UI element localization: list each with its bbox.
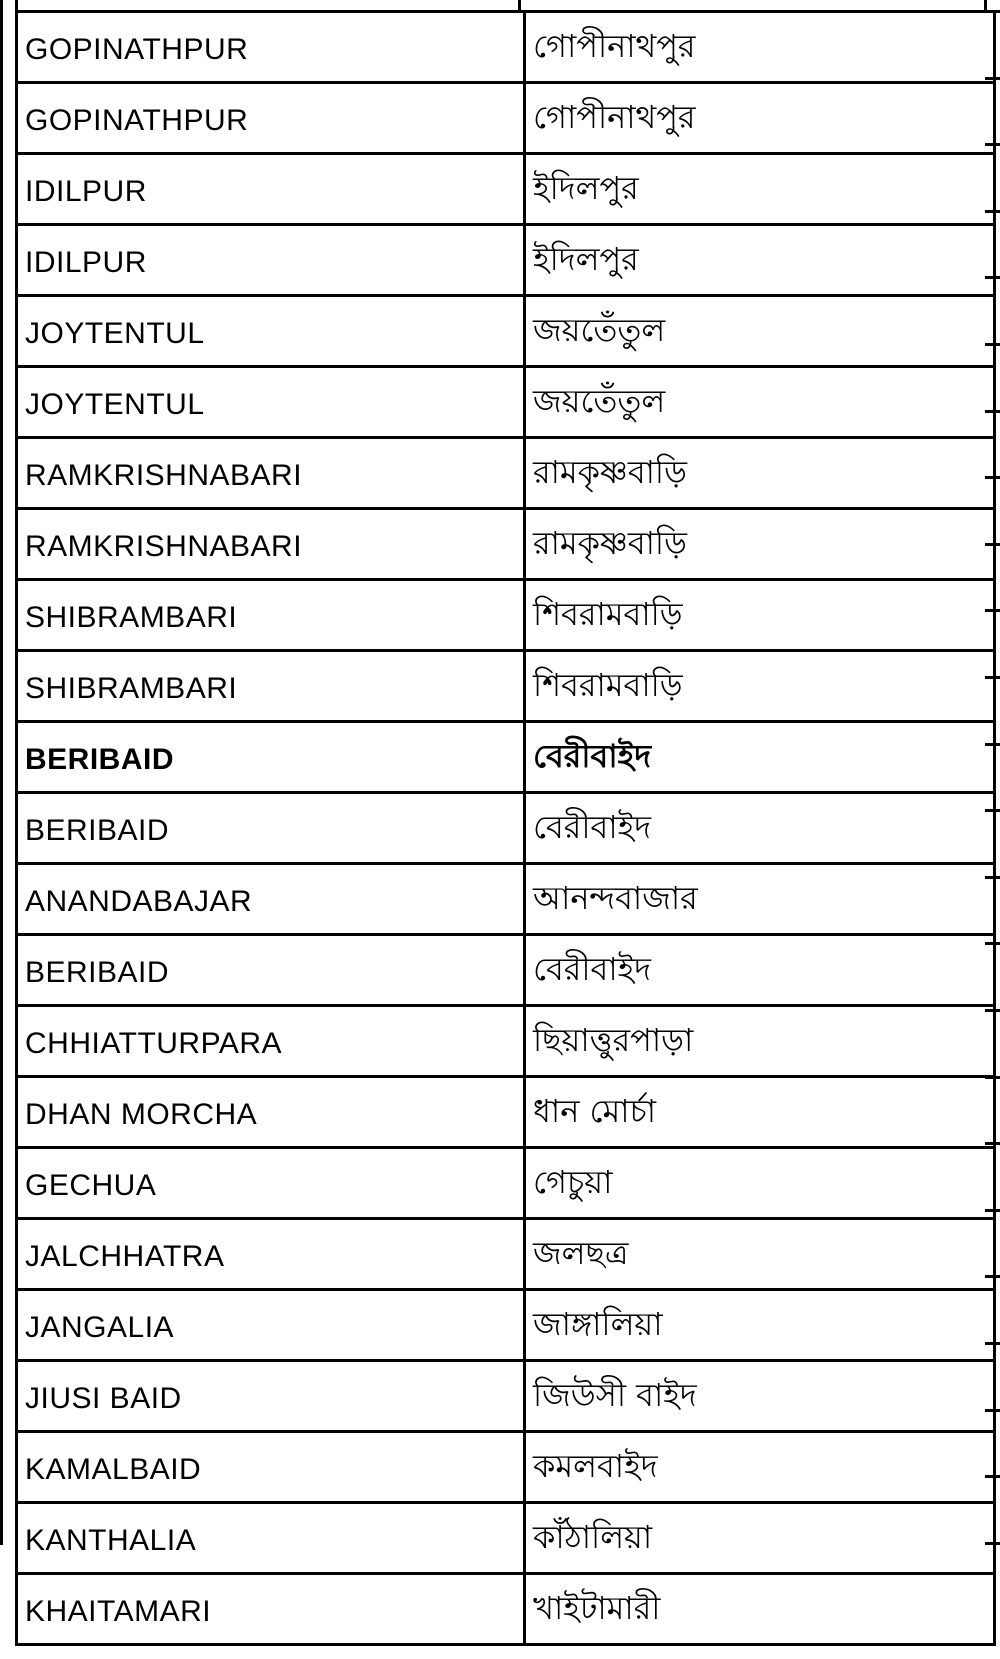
bengali-name-cell: বেরীবাইদ <box>525 935 995 1006</box>
table-row <box>17 509 995 580</box>
bengali-name-cell: জিউসী বাইদ <box>525 1361 995 1432</box>
table-row <box>17 793 995 864</box>
english-name-cell: JALCHHATRA <box>17 1219 525 1290</box>
bengali-name-cell: গেচুয়া <box>525 1148 995 1219</box>
table-row <box>17 1361 995 1432</box>
english-name-cell: KANTHALIA <box>17 1503 525 1574</box>
table-row <box>17 1290 995 1361</box>
table-row <box>17 296 995 367</box>
english-name-cell: RAMKRISHNABARI <box>17 438 525 509</box>
english-name-cell: JOYTENTUL <box>17 367 525 438</box>
english-name-cell: JOYTENTUL <box>17 296 525 367</box>
english-name-cell: DHAN MORCHA <box>17 1077 525 1148</box>
table-row <box>17 1077 995 1148</box>
table-row <box>17 438 995 509</box>
bengali-name-cell: রামকৃষ্ণবাড়ি <box>525 509 995 580</box>
english-name-cell: BERIBAID <box>17 935 525 1006</box>
place-names-table <box>15 10 996 1646</box>
bengali-name-cell: কাঁঠালিয়া <box>525 1503 995 1574</box>
bengali-name-cell: গোপীনাথপুর <box>525 83 995 154</box>
bengali-name-cell: ইদিলপুর <box>525 225 995 296</box>
table-row <box>17 1219 995 1290</box>
cropped-border <box>518 0 521 10</box>
table-row <box>17 722 995 793</box>
english-name-cell: KAMALBAID <box>17 1432 525 1503</box>
bengali-name-cell: বেরীবাইদ <box>525 722 995 793</box>
bengali-name-cell: জয়তেঁতুল <box>525 367 995 438</box>
english-name-cell: ANANDABAJAR <box>17 864 525 935</box>
bengali-name-cell: জাঙ্গালিয়া <box>525 1290 995 1361</box>
cropped-border <box>15 0 18 10</box>
table-row <box>17 1006 995 1077</box>
bengali-name-cell: জলছত্র <box>525 1219 995 1290</box>
table-body <box>17 12 995 1645</box>
cropped-header-row <box>0 0 1000 10</box>
english-name-cell: GOPINATHPUR <box>17 83 525 154</box>
bengali-name-cell: বেরীবাইদ <box>525 793 995 864</box>
bengali-name-cell: আনন্দবাজার <box>525 864 995 935</box>
bengali-name-cell: শিবরামবাড়ি <box>525 580 995 651</box>
bengali-name-cell: জয়তেঁতুল <box>525 296 995 367</box>
bengali-name-cell: শিবরামবাড়ি <box>525 651 995 722</box>
bengali-name-cell: ইদিলপুর <box>525 154 995 225</box>
left-edge-border <box>0 0 3 1545</box>
bengali-name-cell: ধান মোর্চা <box>525 1077 995 1148</box>
bengali-name-cell: খাইটামারী <box>525 1574 995 1645</box>
english-name-cell: GOPINATHPUR <box>17 12 525 83</box>
bengali-name-cell: কমলবাইদ <box>525 1432 995 1503</box>
english-name-cell: KHAITAMARI <box>17 1574 525 1645</box>
table-row <box>17 12 995 83</box>
table-row <box>17 1148 995 1219</box>
table-row <box>17 651 995 722</box>
english-name-cell: IDILPUR <box>17 154 525 225</box>
table-row <box>17 154 995 225</box>
table-row <box>17 935 995 1006</box>
bengali-name-cell: রামকৃষ্ণবাড়ি <box>525 438 995 509</box>
table-row <box>17 1503 995 1574</box>
table-row <box>17 83 995 154</box>
table-row <box>17 1432 995 1503</box>
english-name-cell: RAMKRISHNABARI <box>17 509 525 580</box>
english-name-cell: BERIBAID <box>17 793 525 864</box>
table-row <box>17 864 995 935</box>
english-name-cell: CHHIATTURPARA <box>17 1006 525 1077</box>
table-row <box>17 367 995 438</box>
bengali-name-cell: ছিয়াত্তুরপাড়া <box>525 1006 995 1077</box>
english-name-cell: GECHUA <box>17 1148 525 1219</box>
english-name-cell: JANGALIA <box>17 1290 525 1361</box>
table-row <box>17 580 995 651</box>
bengali-name-cell: গোপীনাথপুর <box>525 12 995 83</box>
english-name-cell: SHIBRAMBARI <box>17 580 525 651</box>
english-name-cell: SHIBRAMBARI <box>17 651 525 722</box>
english-name-cell: IDILPUR <box>17 225 525 296</box>
table-row <box>17 225 995 296</box>
english-name-cell: JIUSI BAID <box>17 1361 525 1432</box>
table-row <box>17 1574 995 1645</box>
english-name-cell: BERIBAID <box>17 722 525 793</box>
